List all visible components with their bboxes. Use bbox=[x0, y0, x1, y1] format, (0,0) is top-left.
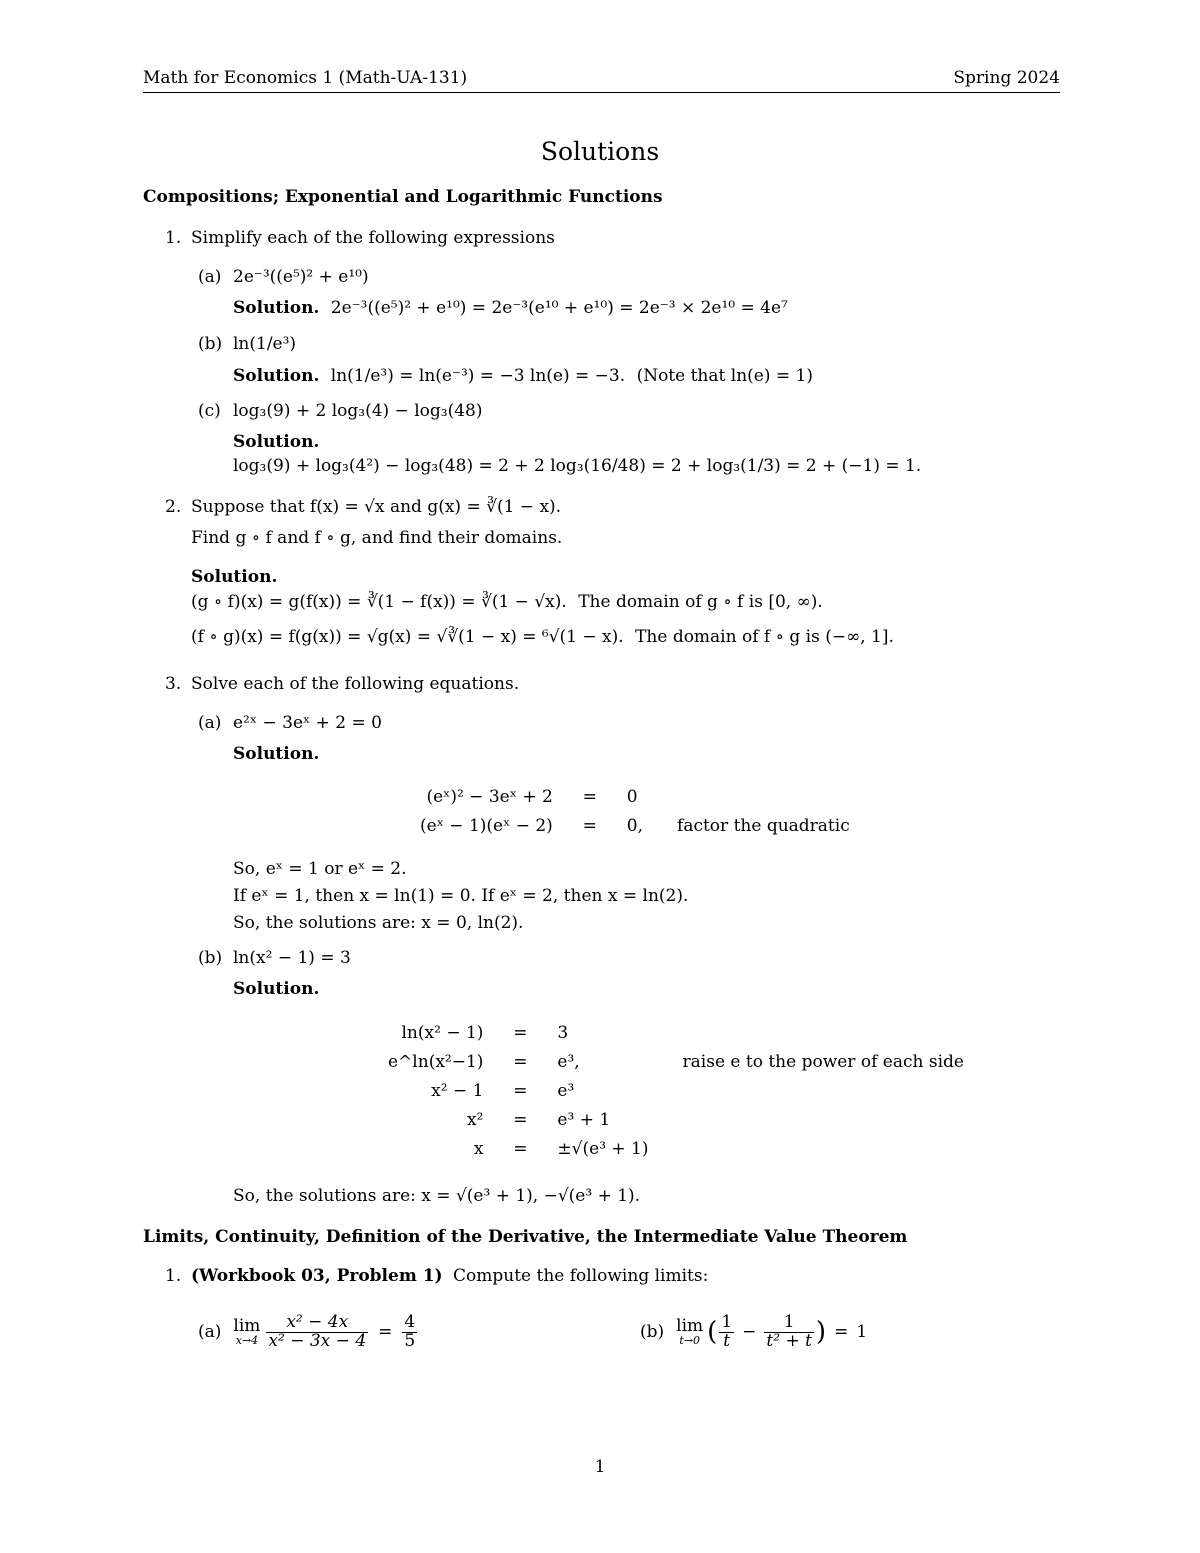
problem-source: (Workbook 03, Problem 1) bbox=[191, 1266, 443, 1286]
term1-fraction bbox=[719, 1311, 734, 1351]
equation-relation: = bbox=[513, 1022, 528, 1043]
limit-variable: t→0 bbox=[679, 1334, 700, 1348]
equation-rhs: e³ bbox=[557, 1080, 575, 1101]
equation-rhs: 0 bbox=[626, 786, 638, 807]
solution-row bbox=[233, 298, 788, 318]
problem-prompt: Suppose that f(x) = √x and g(x) = ∛(1 − x). bbox=[191, 497, 562, 517]
equation-relation: = bbox=[582, 786, 597, 807]
equation-rhs: ±√(e³ + 1) bbox=[557, 1138, 649, 1159]
limit-variable: x→4 bbox=[235, 1334, 259, 1348]
equation-relation: = bbox=[513, 1051, 528, 1072]
solution-line bbox=[191, 592, 823, 612]
lim-word: lim bbox=[676, 1315, 704, 1336]
limit-operator bbox=[233, 1317, 260, 1348]
equation-rhs: e³, bbox=[557, 1051, 580, 1072]
equation-row bbox=[388, 1105, 964, 1134]
fraction-numerator: 1 bbox=[764, 1314, 814, 1333]
equation-lhs: (eˣ)² − 3eˣ + 2 bbox=[426, 786, 553, 807]
right-paren: ) bbox=[815, 1317, 827, 1347]
solution-label: Solution. bbox=[233, 432, 320, 452]
equation-row bbox=[420, 811, 850, 840]
equation-rhs: 0, bbox=[626, 815, 644, 836]
solution-label: Solution. bbox=[191, 567, 278, 587]
solution-text: If eˣ = 1, then x = ln(1) = 0. If eˣ = 2, then x = ln(2). bbox=[233, 886, 689, 906]
result-fraction bbox=[402, 1311, 417, 1351]
expression: e²ˣ − 3eˣ + 2 = 0 bbox=[233, 713, 382, 733]
expression: ln(x² − 1) = 3 bbox=[233, 948, 351, 968]
limit-b bbox=[640, 1307, 867, 1357]
solution-text: So, the solutions are: x = 0, ln(2). bbox=[233, 913, 524, 933]
problem-prompt-2: Find g ∘ f and f ∘ g, and find their domains. bbox=[191, 528, 563, 548]
equation-comment bbox=[649, 1105, 964, 1134]
page-number: 1 bbox=[594, 1457, 606, 1477]
equals-sign: = bbox=[378, 1322, 393, 1342]
equation-row bbox=[388, 1076, 964, 1105]
equation-lhs: e^ln(x²−1) bbox=[388, 1051, 484, 1072]
problem-statement bbox=[191, 1266, 708, 1286]
lim-word: lim bbox=[233, 1315, 261, 1336]
domain-statement: The domain of g ∘ f is [0, ∞). bbox=[578, 592, 823, 612]
left-paren: ( bbox=[707, 1317, 718, 1347]
fraction-denominator: t bbox=[723, 1330, 731, 1351]
minus-sign: − bbox=[742, 1322, 757, 1342]
page-title: Solutions bbox=[540, 137, 660, 166]
composition-formula: (g ∘ f)(x) = g(f(x)) = ∛(1 − f(x)) = ∛(1 − √x). bbox=[191, 592, 567, 612]
section-heading-compositions: Compositions; Exponential and Logarithmic Functions bbox=[143, 187, 663, 207]
equation-relation: = bbox=[513, 1109, 528, 1130]
equation-comment: raise e to the power of each side bbox=[682, 1051, 964, 1072]
solution-label: Solution. bbox=[233, 298, 320, 318]
equation-comment bbox=[649, 1134, 964, 1163]
equation-rhs: e³ + 1 bbox=[557, 1109, 611, 1130]
equation-array bbox=[388, 1018, 964, 1163]
equation-comment bbox=[649, 1018, 964, 1047]
solution-text: log₃(9) + log₃(4²) − log₃(48) = 2 + 2 log₃(16/48) = 2 + log₃(1/3) = 2 + (−1) = 1. bbox=[233, 456, 922, 476]
fraction-denominator: x² − 3x − 4 bbox=[268, 1330, 367, 1351]
equals-sign: = bbox=[834, 1322, 849, 1342]
solution-label: Solution. bbox=[233, 744, 320, 764]
equation-lhs: x² bbox=[467, 1109, 484, 1130]
fraction-numerator: 1 bbox=[721, 1311, 733, 1332]
solution-line bbox=[191, 627, 894, 647]
term2-fraction bbox=[764, 1311, 814, 1351]
header-course: Math for Economics 1 (Math-UA-131) bbox=[143, 68, 468, 88]
equation-comment: factor the quadratic bbox=[677, 815, 850, 836]
header-rule bbox=[143, 92, 1060, 93]
limit-fraction bbox=[266, 1311, 368, 1351]
expression: log₃(9) + 2 log₃(4) − log₃(48) bbox=[233, 401, 483, 421]
solution-label: Solution. bbox=[233, 979, 320, 999]
part-label: (a) bbox=[198, 713, 222, 733]
problem-prompt: Simplify each of the following expressions bbox=[191, 228, 555, 248]
expression: 2e⁻³((e⁵)² + e¹⁰) bbox=[233, 267, 369, 287]
fraction-denominator: 5 bbox=[404, 1330, 416, 1351]
part-label: (b) bbox=[198, 334, 223, 354]
equation-row bbox=[420, 782, 850, 811]
fraction-numerator: 4 bbox=[404, 1311, 416, 1332]
solution-text: 2e⁻³((e⁵)² + e¹⁰) = 2e⁻³(e¹⁰ + e¹⁰) = 2e⁻³ × 2e¹⁰ = 4e⁷ bbox=[330, 298, 788, 318]
limit-result: 1 bbox=[856, 1322, 868, 1342]
problem-number: 2. bbox=[165, 497, 182, 517]
domain-statement: The domain of f ∘ g is (−∞, 1]. bbox=[635, 627, 894, 647]
problem-number: 1. bbox=[165, 228, 182, 248]
problem-prompt: Solve each of the following equations. bbox=[191, 674, 520, 694]
solution-note: (Note that ln(e) = 1) bbox=[636, 366, 813, 386]
expression: ln(1/e³) bbox=[233, 334, 297, 354]
solution-text: So, eˣ = 1 or eˣ = 2. bbox=[233, 859, 407, 879]
equation-lhs: (eˣ − 1)(eˣ − 2) bbox=[420, 815, 553, 836]
equation-lhs: x bbox=[473, 1138, 484, 1159]
section-heading-limits: Limits, Continuity, Definition of the Derivative, the Intermediate Value Theorem bbox=[143, 1227, 908, 1247]
equation-lhs: x² − 1 bbox=[431, 1080, 484, 1101]
equation-rhs: 3 bbox=[557, 1022, 569, 1043]
equation-comment bbox=[643, 782, 850, 811]
limit-a bbox=[198, 1307, 419, 1357]
equation-relation: = bbox=[582, 815, 597, 836]
equation-row bbox=[388, 1018, 964, 1047]
equation-row bbox=[388, 1134, 964, 1163]
problem-number: 1. bbox=[165, 1266, 182, 1286]
solution-label: Solution. bbox=[233, 366, 320, 386]
fraction-numerator: x² − 4x bbox=[266, 1314, 368, 1333]
problem-prompt: Compute the following limits: bbox=[453, 1266, 709, 1286]
equation-lhs: ln(x² − 1) bbox=[401, 1022, 484, 1043]
part-label: (a) bbox=[198, 267, 222, 287]
header-term: Spring 2024 bbox=[953, 68, 1060, 88]
composition-formula: (f ∘ g)(x) = f(g(x)) = √g(x) = √∛(1 − x) = ⁶√(1 − x). bbox=[191, 627, 624, 647]
equation-relation: = bbox=[513, 1138, 528, 1159]
equation-row bbox=[388, 1047, 964, 1076]
part-label: (c) bbox=[198, 401, 221, 421]
problem-number: 3. bbox=[165, 674, 182, 694]
part-label: (a) bbox=[198, 1322, 222, 1342]
fraction-denominator: t² + t bbox=[766, 1330, 812, 1351]
equation-relation: = bbox=[513, 1080, 528, 1101]
solution-row bbox=[233, 366, 813, 386]
equation-comment bbox=[649, 1076, 964, 1105]
equation-array bbox=[420, 782, 850, 840]
limit-operator bbox=[676, 1317, 703, 1348]
part-label: (b) bbox=[640, 1322, 665, 1342]
solution-text: ln(1/e³) = ln(e⁻³) = −3 ln(e) = −3. bbox=[330, 366, 626, 386]
part-label: (b) bbox=[198, 948, 223, 968]
solution-text: So, the solutions are: x = √(e³ + 1), −√(e³ + 1). bbox=[233, 1186, 641, 1206]
